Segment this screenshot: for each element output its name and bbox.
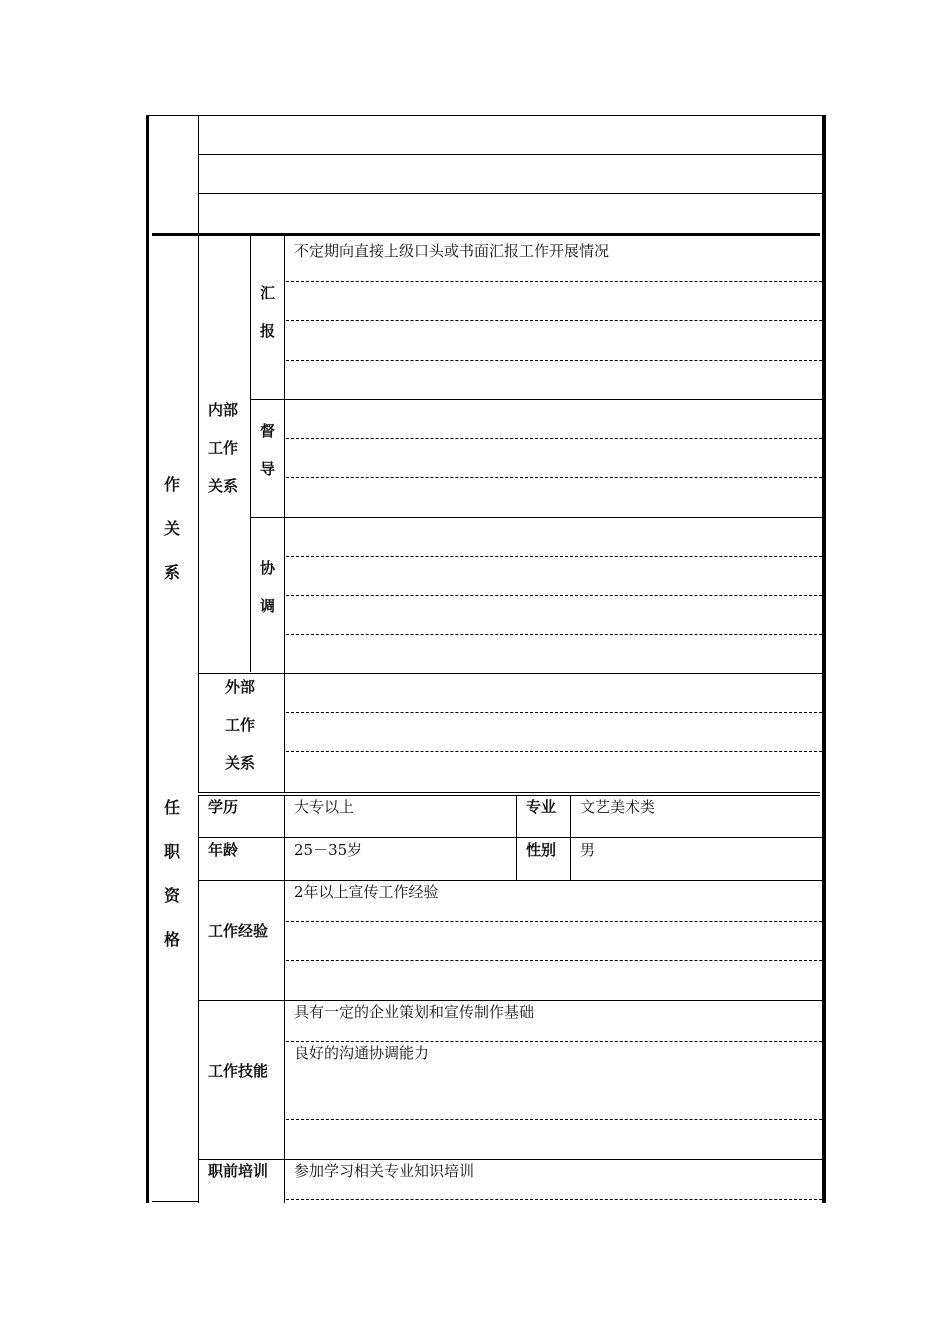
edu-row-bottom: [198, 837, 824, 838]
relations-title-char-2: 关: [164, 519, 181, 538]
relations-title-char-1: 作: [164, 475, 181, 494]
coordinate-label-1: 协: [260, 559, 276, 577]
coordinate-line-2: [286, 595, 822, 596]
section-separator-2b: [198, 795, 820, 796]
top-row-line-2: [198, 193, 824, 194]
qual-title-char-2: 职: [164, 842, 181, 861]
qual-title-char-4: 格: [164, 930, 181, 949]
internal-bottom-line: [198, 673, 824, 674]
report-line-3: [286, 320, 822, 321]
relations-title-char-3: 系: [164, 563, 181, 582]
report-text: 不定期向直接上级口头或书面汇报工作开展情况: [294, 242, 610, 260]
skills-text-2: 良好的沟通协调能力: [294, 1044, 430, 1062]
skills-line-1: [286, 1041, 822, 1042]
internal-label-1: 内部: [208, 401, 239, 419]
skills-row-bottom: [198, 1159, 824, 1160]
experience-row-bottom: [198, 1000, 824, 1001]
education-value: 大专以上: [294, 798, 355, 816]
education-label: 学历: [208, 798, 239, 816]
skills-text-1: 具有一定的企业策划和宣传制作基础: [294, 1003, 535, 1021]
qual-mid-divider-2: [570, 796, 571, 880]
internal-label-2: 工作: [208, 439, 239, 457]
external-label-2: 工作: [225, 716, 256, 734]
outer-top-border: [146, 115, 826, 116]
report-line-2: [286, 281, 822, 282]
report-bottom-line: [250, 399, 824, 400]
section-separator-1: [152, 233, 820, 236]
external-label-3: 关系: [225, 754, 256, 772]
major-label: 专业: [526, 798, 557, 816]
supervise-label-2: 导: [260, 460, 276, 478]
qual-title-char-1: 任: [164, 798, 181, 817]
experience-line-2: [286, 960, 822, 961]
qual-title-char-3: 资: [164, 886, 181, 905]
gender-value: 男: [580, 841, 596, 859]
report-line-4: [286, 360, 822, 361]
training-label: 职前培训: [208, 1162, 269, 1180]
training-text: 参加学习相关专业知识培训: [294, 1162, 475, 1180]
internal-label-3: 关系: [208, 477, 239, 495]
age-value: 25－35岁: [294, 841, 363, 859]
coordinate-line-1: [286, 556, 822, 557]
relations-col-divider: [198, 236, 199, 792]
section-separator-2a: [198, 792, 820, 793]
external-line-1: [286, 712, 822, 713]
report-label-1: 汇: [260, 284, 276, 302]
coordinate-label-2: 调: [260, 597, 276, 615]
experience-text: 2年以上宣传工作经验: [294, 883, 439, 901]
supervise-label-1: 督: [260, 422, 276, 440]
outer-left-border: [146, 115, 149, 1203]
skills-label: 工作技能: [208, 1062, 269, 1080]
qual-mid-divider-1: [516, 796, 517, 880]
top-row-line-1: [198, 154, 824, 155]
top-section-divider: [198, 115, 199, 235]
coordinate-line-3: [286, 634, 822, 635]
age-label: 年龄: [208, 841, 239, 859]
supervise-line-1: [286, 438, 822, 439]
supervise-line-2: [286, 477, 822, 478]
skills-line-2: [286, 1119, 822, 1120]
external-label-1: 外部: [225, 678, 256, 696]
age-row-bottom: [198, 880, 824, 881]
supervise-bottom-line: [250, 517, 824, 518]
external-line-2: [286, 751, 822, 752]
page-bottom-left-mark: [152, 1201, 198, 1202]
report-label-2: 报: [260, 322, 276, 340]
experience-label: 工作经验: [208, 922, 269, 940]
major-value: 文艺美术类: [580, 798, 656, 816]
training-line-1: [286, 1199, 822, 1200]
internal-col-divider: [250, 236, 251, 672]
experience-line-1: [286, 921, 822, 922]
gender-label: 性别: [526, 841, 557, 859]
outer-right-border: [822, 115, 826, 1203]
content-col-divider: [284, 236, 285, 792]
